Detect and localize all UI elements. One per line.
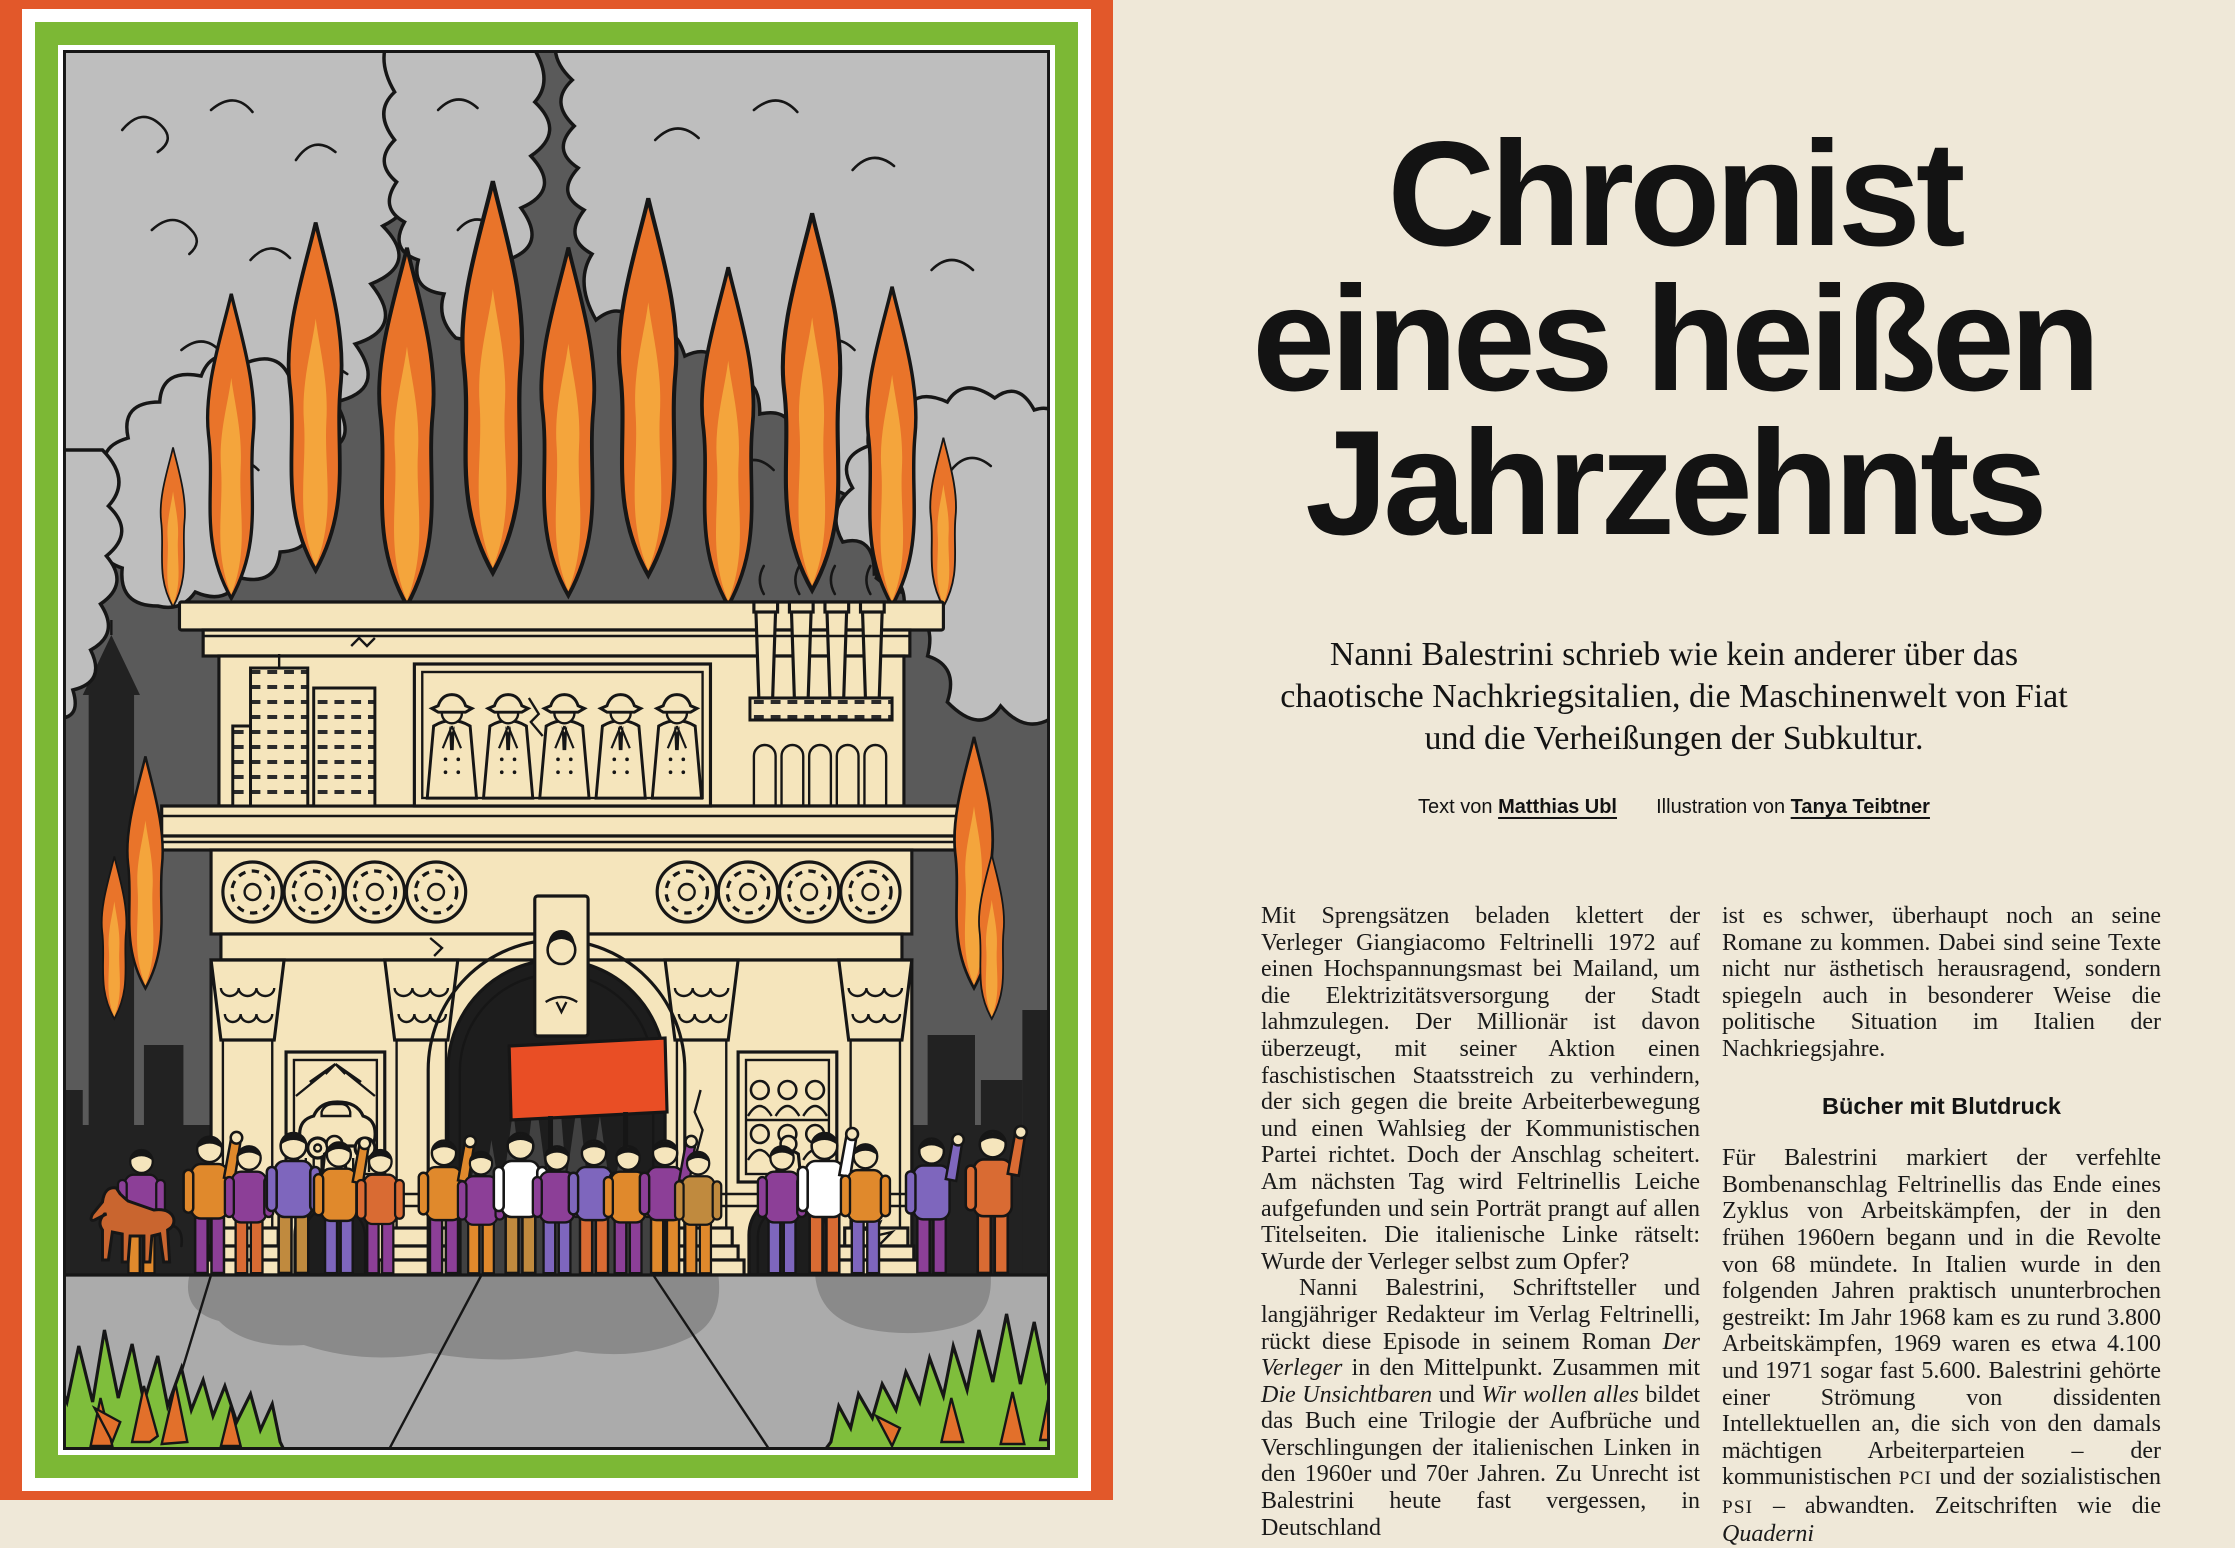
body-paragraph: Nanni Balestrini, Schriftsteller und langjähriger Redakteur im Verlag Feltrinelli, rückt diese Episode in seinem Roman Der Verleger in den Mittelpunkt. Zusammen mit Die Unsichtbaren und Wir wollen alles bildet das Buch eine Trilogie der Aufbrüche und Verschlingungen der italienischen Linken in den 1960er und 70er Jahren. Zu Unrecht ist Balestrini heute fast vergessen, in Deutschland (1261, 1275, 1701, 1541)
illustration-inner-frame (58, 45, 1055, 1455)
byline (1113, 796, 2235, 819)
headline-line-2: eines heißen (1252, 254, 2096, 422)
burning-arch-illustration (63, 50, 1050, 1450)
suited-men-frieze (414, 664, 710, 806)
illustration-page (0, 0, 1113, 1500)
red-banner (509, 1038, 667, 1120)
byline-text-label: Text von (1418, 796, 1493, 818)
article-page (1113, 0, 2235, 1548)
illustration-green-frame (35, 22, 1078, 1478)
body-paragraph: ist es schwer, überhaupt noch an seine Romane zu kommen. Dabei sind seine Texte nicht nur ästhetisch herausragend, sondern spiegeln auch in besonderer Weise die politische Situation im Italien der Nachkriegsjahre. (1722, 903, 2161, 1062)
body-paragraph: Mit Sprengsätzen beladen klettert der Verleger Giangiacomo Feltrinelli 1972 auf einen Hochspannungsmast bei Mailand, um die Elektrizitätsversorgung der Stadt lahmzulegen. Der Millionär ist davon überzeugt, mit seiner Aktion einen faschistischen Staatsstreich zu verhindern, der sich gegen die breite Arbeiterbewegung und einen Wahlsieg der Kommunistischen Partei richtet. Doch der Anschlag scheitert. Am nächsten Tag wird Feltrinellis Leiche aufgefunden und sein Porträt prangt auf allen Titelseiten. Die italienische Linke rätselt: Wurde der Verleger selbst zum Opfer? (1261, 903, 1700, 1275)
article-body (1261, 903, 2161, 1548)
body-paragraph: Für Balestrini markiert der verfehlte Bombenanschlag Feltrinellis das Ende eines Zyklus von Arbeitskämpfen, der in den frühen 1960ern begann und in die Revolte von 68 mündete. In Italien wurde in den folgenden Jahren praktisch ununterbrochen gestreikt: Im Jahr 1968 kam es zu rund 3.800 Arbeitskämpfen, 1969 waren es etwa 4.100 und 1971 sogar fast 5.600. Balestrini gehörte einer Strömung von dissidenten Intellektuellen an, die sich von den damals mächtigen Arbeiterparteien – der kommunistischen PCI und der sozialistischen PSI – abwandten. Zeitschriften wie die Quaderni (1722, 1145, 2161, 1548)
page-title (1113, 110, 2235, 567)
section-subhead: Bücher mit Blutdruck (1822, 1092, 2061, 1119)
body-column-1 (1261, 903, 1700, 1548)
byline-illustration-label: Illustration von (1656, 796, 1786, 818)
illustrator-link[interactable]: Tanya Teibtner (1790, 796, 1930, 818)
illustration-white-frame (22, 9, 1091, 1491)
keystone-portrait (535, 896, 588, 1036)
standfirst: Nanni Balestrini schrieb wie kein anderer über das chaotische Nachkriegsitalien, die Maschinenwelt von Fiat und die Verheißungen der Subkultur. (1280, 636, 2068, 757)
body-column-2 (1722, 903, 2161, 1548)
author-link[interactable]: Matthias Ubl (1498, 796, 1617, 818)
headline-line-3: Jahrzehnts (1305, 399, 2043, 567)
headline-line-1: Chronist (1387, 110, 1961, 277)
